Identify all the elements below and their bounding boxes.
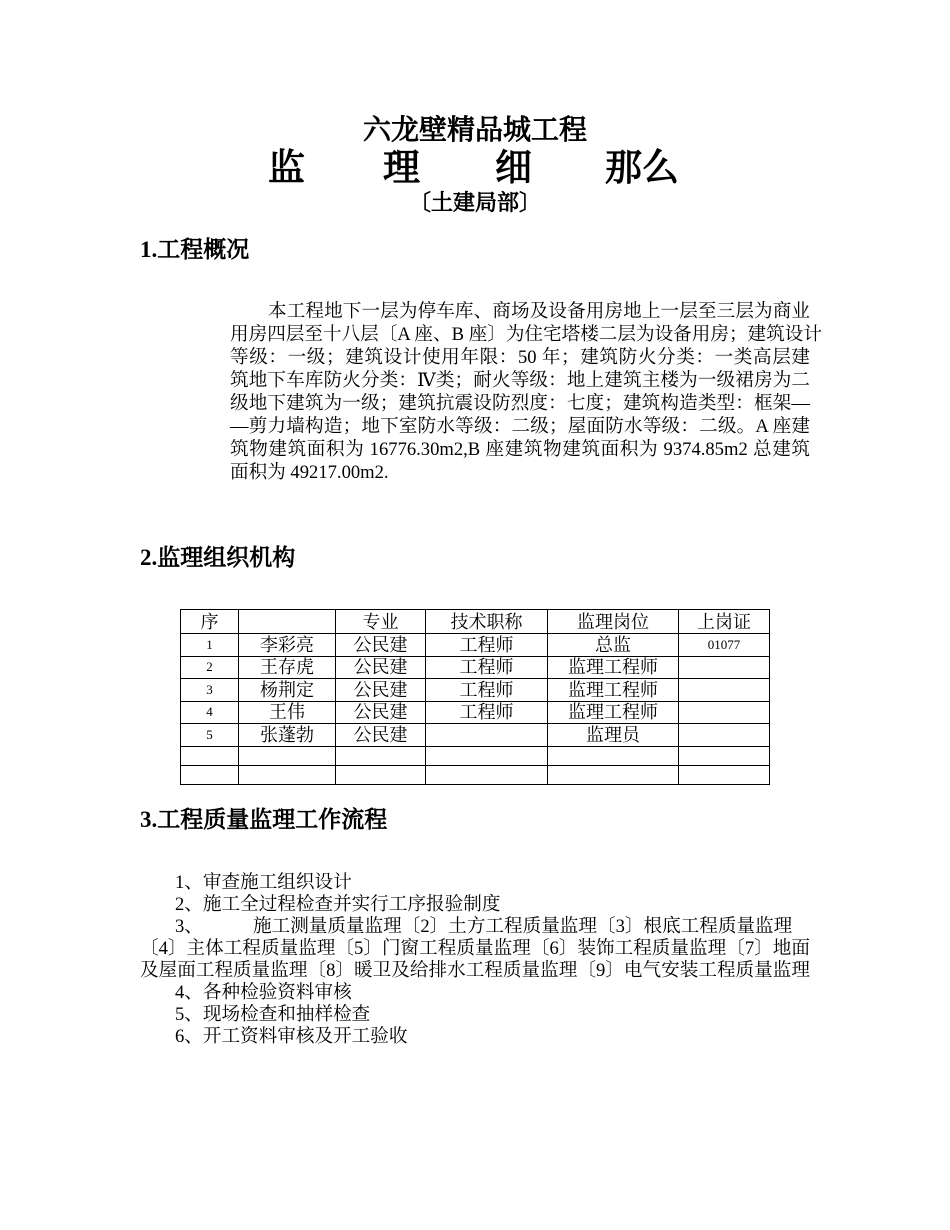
- cell-index: 4: [181, 701, 239, 724]
- subtitle-char: 那么: [605, 148, 679, 189]
- table-row-empty: [181, 765, 770, 784]
- list-item: [140, 1026, 810, 1048]
- list-item-number: 1、: [175, 872, 203, 893]
- cell-major: 公民建: [336, 679, 426, 702]
- cell-title: [426, 724, 548, 747]
- paragraph-line: 筑物建筑面积为 16776.30m2,B 座建筑物建筑面积为 9374.85m2 总建筑: [230, 439, 810, 460]
- subtitle-char: 监: [268, 148, 305, 189]
- document-subtitle: [268, 148, 688, 190]
- process-list: [140, 872, 810, 1048]
- cell-license: [679, 701, 770, 724]
- cell-name: 杨荆定: [239, 679, 336, 702]
- list-item-text: 开工资料审核及开工验收: [202, 1026, 408, 1047]
- empty-cell: [679, 765, 770, 784]
- section-heading-overview: 1.工程概况: [140, 237, 250, 262]
- cell-index: 2: [181, 656, 239, 679]
- column-header-name: [239, 610, 336, 634]
- list-item-text: 各种检验资料审核: [202, 982, 352, 1003]
- cell-position: 监理员: [548, 724, 679, 747]
- table-header-row: [181, 610, 770, 634]
- cell-license: [679, 679, 770, 702]
- list-item: [140, 872, 810, 894]
- empty-cell: [426, 746, 548, 765]
- empty-cell: [679, 746, 770, 765]
- cell-index: 1: [181, 634, 239, 657]
- cell-title: 工程师: [426, 701, 548, 724]
- cell-license: 01077: [679, 634, 770, 657]
- empty-cell: [239, 765, 336, 784]
- empty-cell: [548, 746, 679, 765]
- list-item-number: 4、: [175, 982, 203, 1003]
- table-row: [181, 701, 770, 724]
- empty-cell: [181, 746, 239, 765]
- cell-major: 公民建: [336, 634, 426, 657]
- table-row-empty: [181, 746, 770, 765]
- table-row: [181, 679, 770, 702]
- overview-paragraph: [230, 300, 822, 484]
- paragraph-line: 等级：一级；建筑设计使用年限：50 年；建筑防火分类：一类高层建: [230, 347, 810, 368]
- cell-license: [679, 724, 770, 747]
- list-item-text: 审查施工组织设计: [202, 872, 352, 893]
- column-header-position: 监理岗位: [548, 610, 679, 634]
- paragraph-line: 本工程地下一层为停车库、商场及设备用房地上一层至三层为商业: [268, 301, 810, 322]
- cell-name: 张蓬勃: [239, 724, 336, 747]
- empty-cell: [181, 765, 239, 784]
- paragraph-line: —剪力墙构造；地下室防水等级：二级；屋面防水等级：二级。A 座建: [230, 416, 810, 437]
- list-item-number: 5、: [175, 1004, 203, 1025]
- subtitle-char: 理: [383, 148, 420, 189]
- column-header-title: 技术职称: [426, 610, 548, 634]
- cell-index: 5: [181, 724, 239, 747]
- empty-cell: [239, 746, 336, 765]
- empty-cell: [426, 765, 548, 784]
- list-item-continuation: 〔4〕主体工程质量监理〔5〕门窗工程质量监理〔6〕装饰工程质量监理〔7〕地面: [140, 938, 810, 959]
- cell-name: 王伟: [239, 701, 336, 724]
- staff-table: [180, 609, 770, 785]
- empty-cell: [336, 765, 426, 784]
- subtitle-char: 细: [495, 148, 532, 189]
- cell-position: 监理工程师: [548, 701, 679, 724]
- paragraph-line: 级地下建筑为一级；建筑抗震设防烈度：七度；建筑构造类型：框架—: [230, 393, 810, 414]
- list-item-number: 2、: [175, 894, 203, 915]
- list-item: [140, 982, 810, 1004]
- cell-title: 工程师: [426, 679, 548, 702]
- list-item-text: 施工测量质量监理〔2〕土方工程质量监理〔3〕根底工程质量监理: [253, 916, 793, 937]
- list-item-number: 3、: [175, 916, 203, 937]
- cell-major: 公民建: [336, 656, 426, 679]
- table-row: [181, 634, 770, 657]
- list-item-continuation: 及屋面工程质量监理〔8〕暖卫及给排水工程质量监理〔9〕电气安装工程质量监理: [140, 960, 810, 981]
- cell-position: 总监: [548, 634, 679, 657]
- paragraph-line: 用房四层至十八层〔A 座、B 座〕为住宅塔楼二层为设备用房；建筑设计: [230, 324, 822, 345]
- column-header-major: 专业: [336, 610, 426, 634]
- empty-cell: [548, 765, 679, 784]
- cell-position: 监理工程师: [548, 656, 679, 679]
- cell-name: 王存虎: [239, 656, 336, 679]
- cell-major: 公民建: [336, 724, 426, 747]
- cell-title: 工程师: [426, 656, 548, 679]
- cell-position: 监理工程师: [548, 679, 679, 702]
- list-item-text: 施工全过程检查并实行工序报验制度: [202, 894, 501, 915]
- list-item-number: 6、: [175, 1026, 203, 1047]
- paragraph-line: 筑地下车库防火分类：Ⅳ类；耐火等级：地上建筑主楼为一级裙房为二: [230, 370, 810, 391]
- empty-cell: [336, 746, 426, 765]
- paragraph-line: 面积为 49217.00m2.: [230, 462, 389, 483]
- section-heading-process: 3.工程质量监理工作流程: [140, 807, 388, 832]
- section-heading-organization: 2.监理组织机构: [140, 545, 296, 570]
- list-item: [140, 916, 810, 938]
- cell-index: 3: [181, 679, 239, 702]
- table-row: [181, 656, 770, 679]
- cell-title: 工程师: [426, 634, 548, 657]
- document-title: 六龙壁精品城工程: [362, 115, 587, 146]
- table-row: [181, 724, 770, 747]
- column-header-license: 上岗证: [679, 610, 770, 634]
- list-item-text: 现场检查和抽样检查: [202, 1004, 371, 1025]
- list-item: [140, 894, 810, 916]
- cell-name: 李彩亮: [239, 634, 336, 657]
- cell-license: [679, 656, 770, 679]
- cell-major: 公民建: [336, 701, 426, 724]
- column-header-index: 序: [181, 610, 239, 634]
- list-item: [140, 1004, 810, 1026]
- document-scope: 〔土建局部〕: [408, 190, 541, 215]
